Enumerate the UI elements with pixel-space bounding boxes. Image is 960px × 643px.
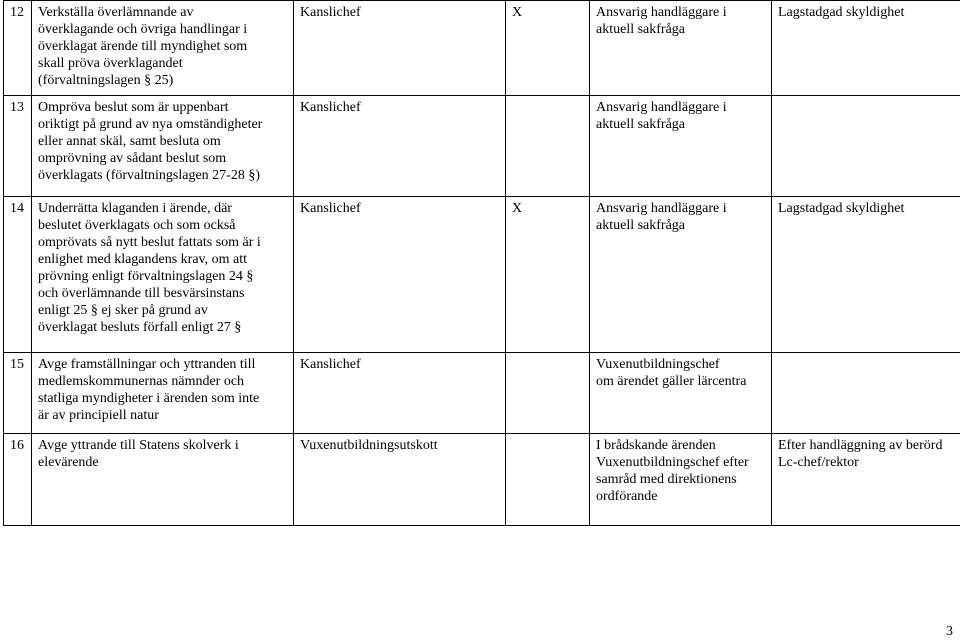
note-line: Lc-chef/rektor [778,455,859,470]
matter-description [32,434,294,526]
description-line: omprövats så nytt beslut fattats som är i [38,235,261,250]
report-mark-cell [506,353,590,434]
table-row [4,197,960,353]
responsible-line: aktuell sakfråga [596,22,686,37]
description-line: överklagats (förvaltningslagen 27-28 §) [38,168,260,183]
description-line: omprövning av sådant beslut som [38,151,227,166]
note-cell [772,96,960,197]
delegate-cell: Vuxenutbildningsutskott [294,434,506,526]
row-number: 15 [4,353,32,434]
row-number: 13 [4,96,32,197]
description-line: oriktigt på grund av nya omständigheter [38,117,263,132]
note-line: Lagstadgad skyldighet [778,201,905,216]
delegate-cell: Kanslichef [294,197,506,353]
description-line: eller annat skäl, samt besluta om [38,134,221,149]
matter-description [32,197,294,353]
page-number: 3 [946,624,953,639]
responsible-line: Vuxenutbildningschef [596,357,720,372]
description-line: statliga myndigheter i ärenden som inte [38,391,260,406]
note-cell [772,353,960,434]
note-line: Efter handläggning av berörd [778,438,943,453]
description-line: prövning enligt förvaltningslagen 24 § [38,269,254,284]
table-row [4,434,960,526]
matter-description [32,353,294,434]
responsible-cell [590,353,772,434]
description-line: överklagat besluts förfall enligt 27 § [38,320,242,335]
description-line: är av principiell natur [38,408,159,423]
description-line: elevärende [38,455,99,470]
table-row [4,96,960,197]
description-line: överklagat ärende till myndighet som [38,39,248,54]
description-line: (förvaltningslagen § 25) [38,73,174,88]
description-line: Ompröva beslut som är uppenbart [38,100,229,115]
report-mark-cell [506,96,590,197]
responsible-line: aktuell sakfråga [596,117,686,132]
report-mark-cell [506,434,590,526]
row-number: 12 [4,1,32,96]
responsible-line: Ansvarig handläggare i [596,100,727,115]
responsible-line: Ansvarig handläggare i [596,201,727,216]
responsible-line: aktuell sakfråga [596,218,686,233]
description-line: enlighet med klagandens krav, om att [38,252,248,267]
responsible-line: ordförande [596,489,658,504]
responsible-line: om ärendet gäller lärcentra [596,374,747,389]
matter-description [32,1,294,96]
description-line: överklagande och övriga handlingar i [38,22,248,37]
responsible-line: I brådskande ärenden [596,438,716,453]
delegation-table [3,0,960,526]
matter-description [32,96,294,197]
row-number: 14 [4,197,32,353]
note-cell [772,197,960,353]
description-line: och överlämnande till besvärsinstans [38,286,245,301]
description-line: enligt 25 § ej sker på grund av [38,303,208,318]
note-line: Lagstadgad skyldighet [778,5,905,20]
description-line: Avge framställningar och yttranden till [38,357,256,372]
responsible-line: Vuxenutbildningschef efter [596,455,749,470]
delegate-cell: Kanslichef [294,96,506,197]
responsible-line: Ansvarig handläggare i [596,5,727,20]
description-line: Verkställa överlämnande av [38,5,194,20]
report-mark-cell: X [506,1,590,96]
description-line: Underrätta klaganden i ärende, där [38,201,232,216]
description-line: medlemskommunernas nämnder och [38,374,245,389]
table-row [4,353,960,434]
description-line: skall pröva överklagandet [38,56,183,71]
delegate-cell: Kanslichef [294,1,506,96]
description-line: Avge yttrande till Statens skolverk i [38,438,239,453]
row-number: 16 [4,434,32,526]
responsible-line: samråd med direktionens [596,472,737,487]
responsible-cell [590,1,772,96]
delegate-cell: Kanslichef [294,353,506,434]
note-cell [772,1,960,96]
table-row [4,1,960,96]
report-mark-cell: X [506,197,590,353]
description-line: beslutet överklagats och som också [38,218,236,233]
responsible-cell [590,197,772,353]
responsible-cell [590,96,772,197]
responsible-cell [590,434,772,526]
note-cell [772,434,960,526]
